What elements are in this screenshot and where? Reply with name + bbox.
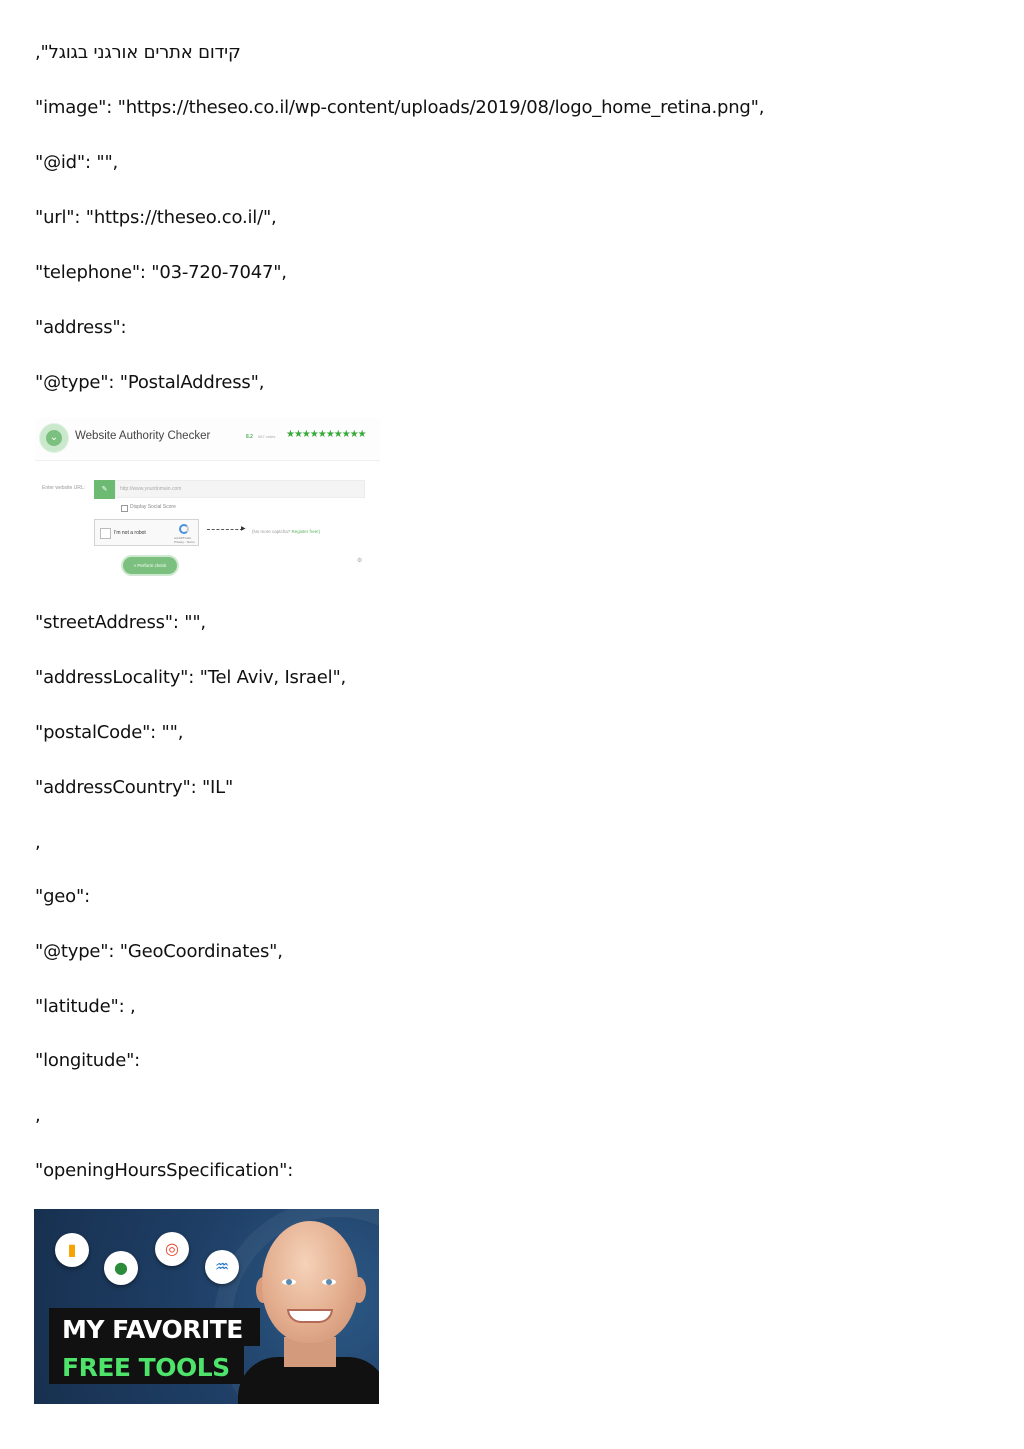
rating-stars: ★★★★★★★★★★ [286, 429, 366, 440]
recaptcha-brand: reCAPTCHA Privacy - Terms [174, 536, 195, 544]
url-label: Enter website URL: [42, 485, 86, 491]
search-icon: ◎ [155, 1232, 189, 1266]
text-line-opening-hours: "openingHoursSpecification": [35, 1160, 294, 1181]
text-line-geo: "geo": [35, 886, 90, 907]
text-line-hebrew: קידום אתרים אורגני בגוגל", [35, 42, 241, 63]
no-captcha-note [252, 529, 320, 534]
text-line-url: "url": "https://theseo.co.il/", [35, 207, 277, 228]
social-score-label: Display Social Score [130, 504, 176, 510]
text-line-image: "image": "https://theseo.co.il/wp-content/uploads/2019/08/logo_home_retina.png", [35, 97, 765, 118]
person-smile [287, 1309, 333, 1323]
globe-icon: ● [104, 1251, 138, 1285]
thumbnail-caption-line1: MY FAVORITE [62, 1315, 243, 1344]
chevron-down-icon: ⌄ [40, 424, 68, 452]
recaptcha-logo-icon [179, 524, 189, 534]
text-line-comma-2: , [35, 1105, 41, 1126]
recaptcha-text: I'm not a robot [114, 530, 146, 536]
text-line-longitude: "longitude": [35, 1050, 141, 1071]
arrow-head-icon: ▶ [241, 526, 246, 532]
perform-check-button: » Perform check [123, 557, 177, 574]
register-link: Register free!) [291, 529, 321, 534]
video-thumbnail-image [34, 1209, 379, 1404]
recaptcha-checkbox [100, 528, 111, 539]
text-line-postal-type: "@type": "PostalAddress", [35, 372, 265, 393]
text-line-postalcode: "postalCode": "", [35, 722, 184, 743]
recaptcha-box [94, 519, 199, 546]
social-score-checkbox [121, 505, 128, 512]
gear-icon: ⚙ [357, 558, 363, 564]
checker-header [35, 418, 380, 461]
link-icon: ✎ [94, 480, 115, 499]
text-line-telephone: "telephone": "03-720-7047", [35, 262, 287, 283]
text-line-latitude: "latitude": , [35, 996, 136, 1017]
splash-icon: ♒ [205, 1250, 239, 1284]
text-line-country: "addressCountry": "IL" [35, 777, 234, 798]
no-captcha-text: (No more captcha? [252, 529, 291, 534]
analytics-icon: ▮ [55, 1233, 89, 1267]
checker-votes: 567 votes [258, 434, 276, 439]
text-line-comma-1: , [35, 832, 41, 853]
checker-title: Website Authority Checker [75, 430, 211, 442]
thumbnail-caption-line2: FREE TOOLS [62, 1353, 230, 1382]
url-input: http://www.yourdomain.com [115, 480, 365, 498]
website-authority-checker-image [35, 418, 380, 583]
text-line-street: "streetAddress": "", [35, 612, 206, 633]
dashed-arrow [207, 529, 243, 530]
text-line-address: "address": [35, 317, 127, 338]
person-head [262, 1221, 358, 1343]
checker-score: 8.2 [246, 434, 253, 440]
text-line-geo-type: "@type": "GeoCoordinates", [35, 941, 283, 962]
text-line-locality: "addressLocality": "Tel Aviv, Israel", [35, 667, 347, 688]
text-line-id: "@id": "", [35, 152, 119, 173]
